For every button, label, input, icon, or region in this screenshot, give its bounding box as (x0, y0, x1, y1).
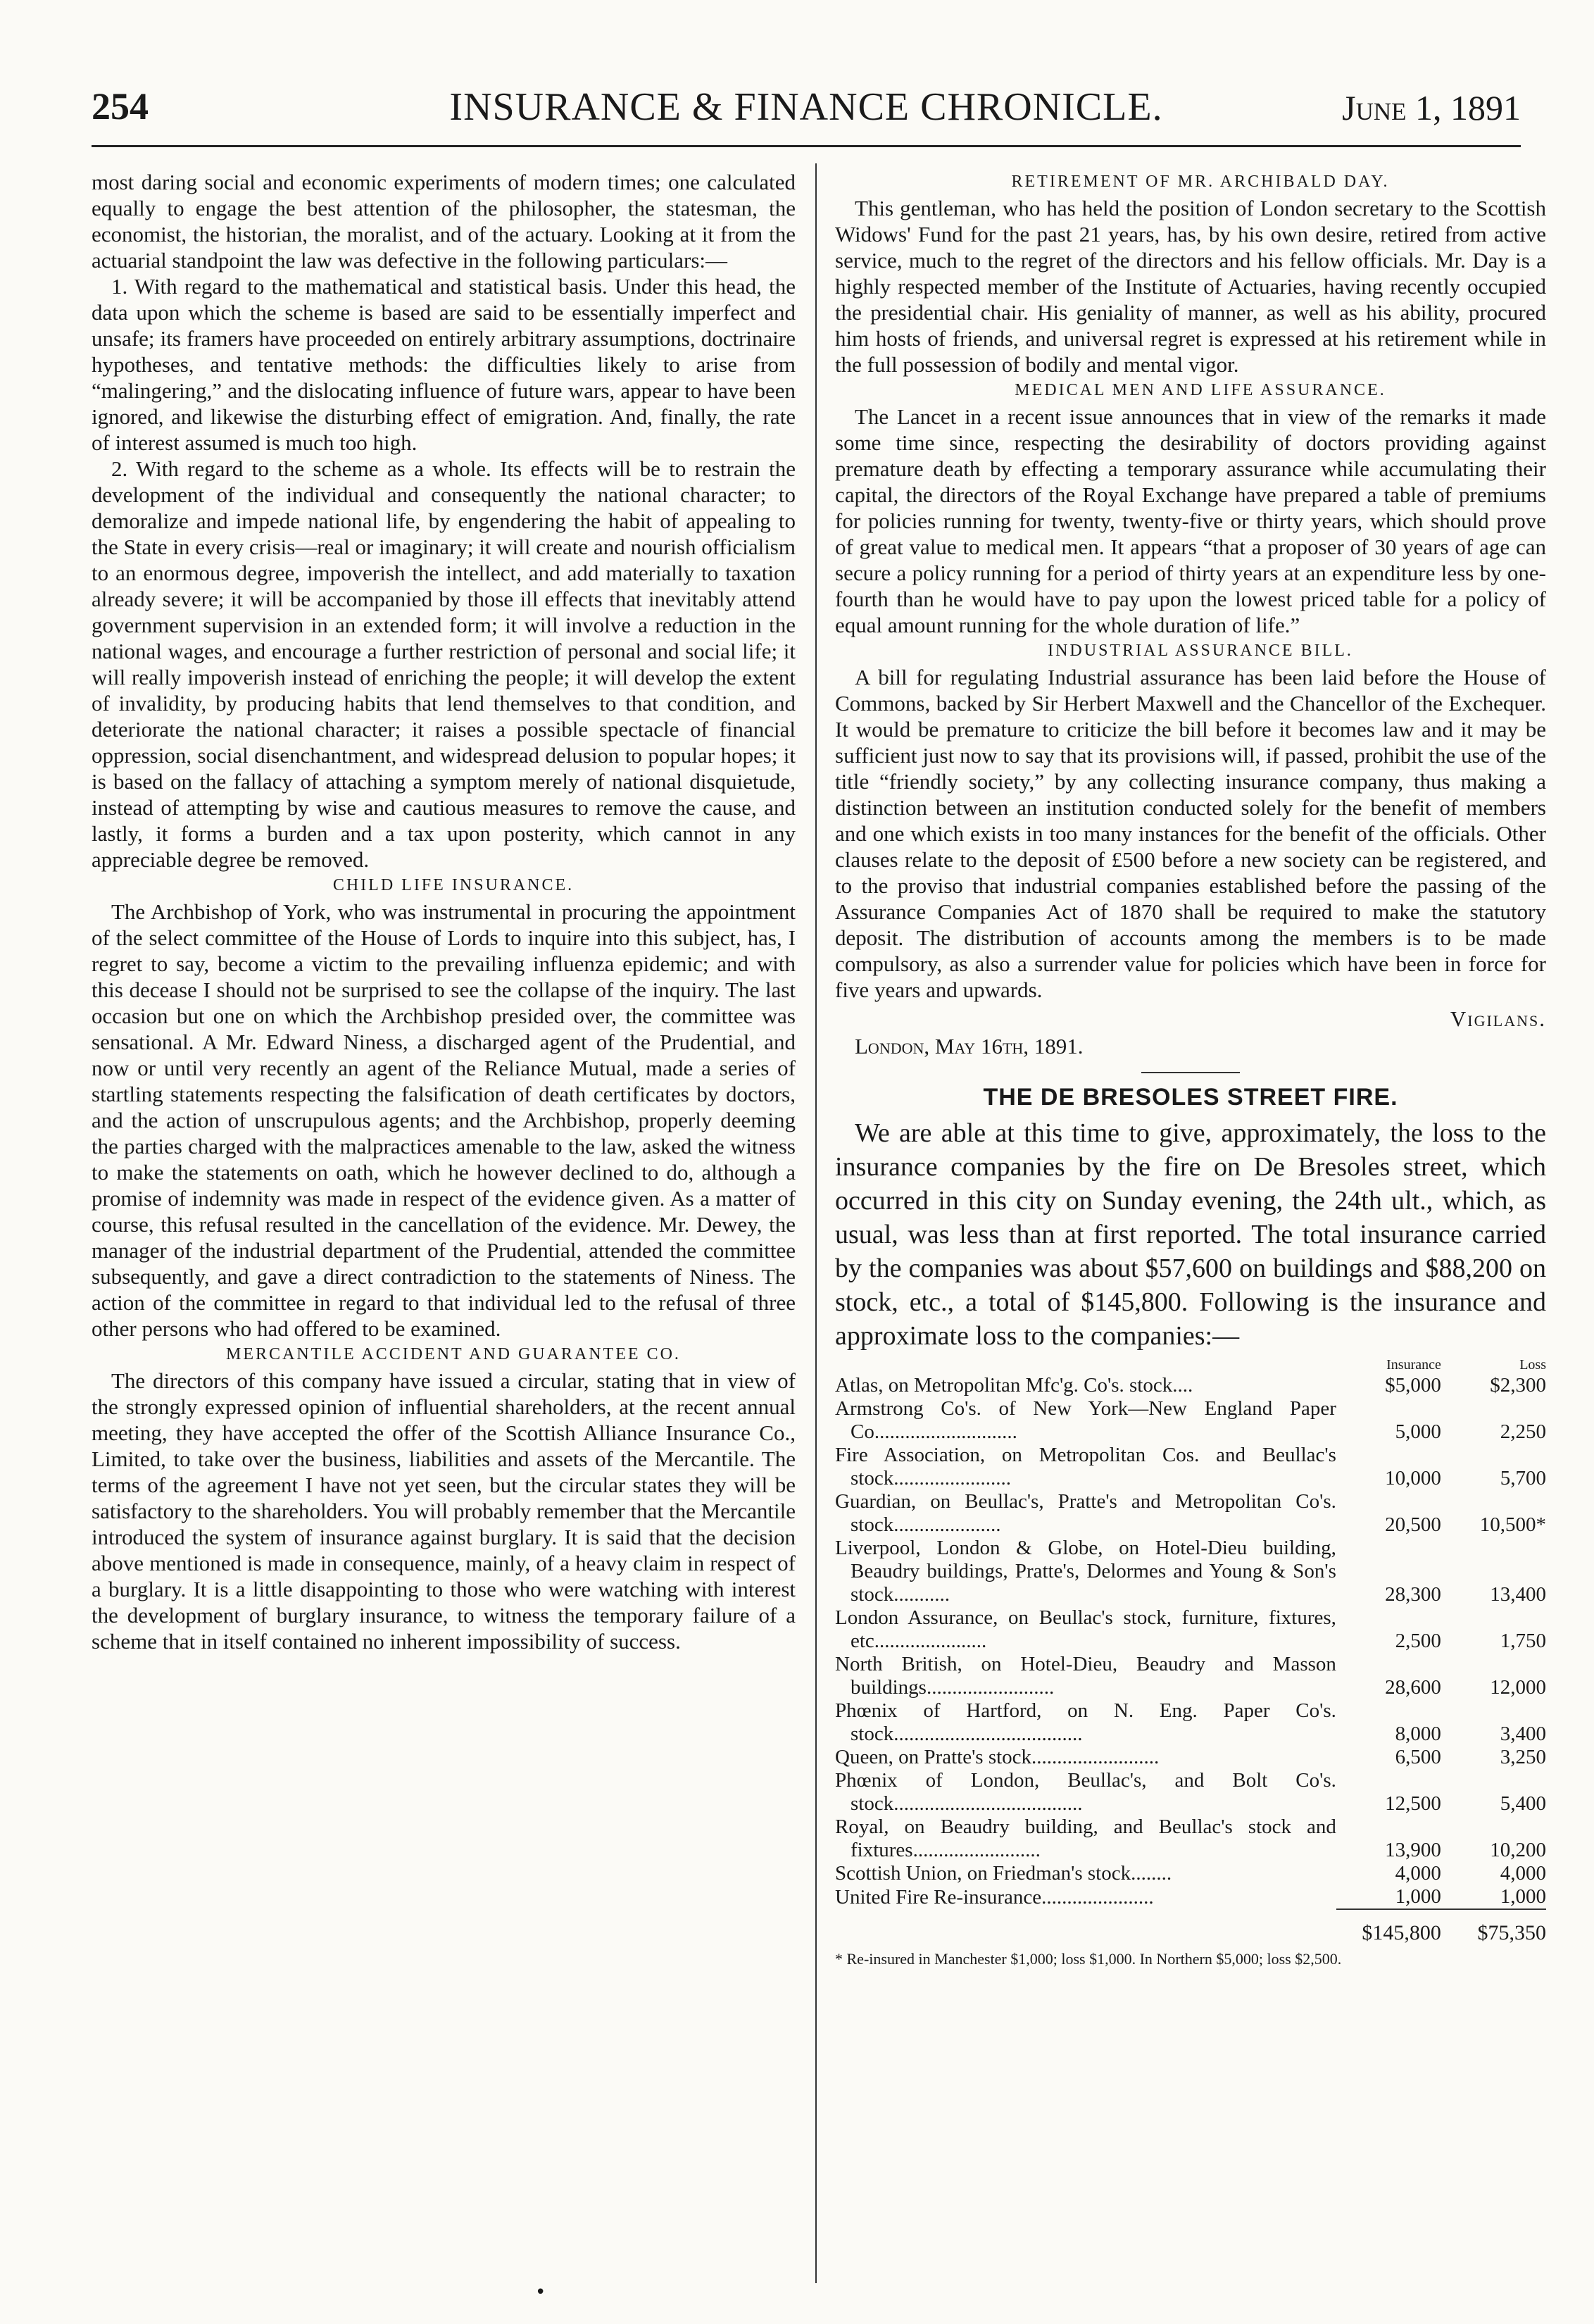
page-mark: • (535, 2282, 546, 2303)
loss-cell: 10,200 (1490, 1839, 1546, 1861)
section-heading-retirement: RETIREMENT OF MR. ARCHIBALD DAY. (1011, 173, 1390, 191)
table-row (835, 1699, 1546, 1746)
table-row (835, 1653, 1546, 1699)
section-heading-industrial: INDUSTRIAL ASSURANCE BILL. (1048, 642, 1353, 660)
company-cell: North British, on Hotel-Dieu, Beaudry and Masson buildings......................... (835, 1653, 1336, 1699)
insurance-cell: 12,500 (1385, 1792, 1441, 1815)
loss-cell: 4,000 (1500, 1862, 1546, 1885)
company-cell: London Assurance, on Beullac's stock, furniture, fixtures, etc...................... (835, 1606, 1336, 1652)
column-divider (815, 163, 817, 2283)
table-row (835, 1746, 1546, 1769)
paragraph-scheme-as-whole: 2. With regard to the scheme as a whole. Its effects will be to restrain the development of the individual and consequently the national character; to demoralize and impede national life, by engendering the habit of appealing to the State in every crisis—real or imaginary; it will create and nourish officialism to an enormous degree, impoverish the intellect, and add materially to taxation already severe; it will be accompanied by those ill effects that inevitably attend government supervision in an extended form; it will involve a reduction in the national wages, and encourage a further restriction of personal and social life; it will really impoverish instead of enriching the people; it will develop the extent of invalidity, by producing habits that lend themselves to that condition, and deteriorate the national character; it raises a possible spectacle of financial oppression, social disenchantment, and widespread delusion to popular hopes; it is based on the fallacy of attaching a symptom merely of national disquietude, instead of attempting by wise and cautious measures to remove the cause, and lastly, it forms a burden and a tax upon posterity, which cannot in any appreciable degree be removed. (92, 456, 796, 872)
table-total-row (835, 1909, 1546, 1944)
insurance-cell: 10,000 (1385, 1467, 1441, 1489)
insurance-cell: 6,500 (1395, 1746, 1441, 1768)
paragraph-mathematical-basis: 1. With regard to the mathematical and statistical basis. Under this head, the data upon which the scheme is based are said to be essentially imperfect and unsafe; its framers have proceeded on entirely arbitrary assumptions, doctrinaire hypotheses, and tentative methods: the difficulties likely to arise from “malingering,” and the dislocating influence of future wars, appear to have been ignored, and likewise the disturbing effect of emigration. And, finally, the rate of interest assumed is much too high. (92, 274, 796, 455)
insurance-cell: 5,000 (1395, 1420, 1441, 1443)
loss-cell: 5,700 (1500, 1467, 1546, 1489)
loss-cell: 10,500* (1479, 1513, 1546, 1536)
letter-signature: Vigilans. (1450, 1006, 1546, 1031)
table-row (835, 1885, 1546, 1909)
loss-cell: 3,250 (1500, 1746, 1546, 1768)
table-row (835, 1374, 1546, 1397)
right-column (835, 169, 1546, 1968)
section-heading-mercantile: MERCANTILE ACCIDENT AND GUARANTEE CO. (226, 1345, 681, 1363)
loss-cell: 1,750 (1500, 1630, 1546, 1652)
company-cell: Phœnix of London, Beullac's, and Bolt Co's. stock..................................... (835, 1769, 1336, 1815)
insurance-cell: $5,000 (1385, 1374, 1441, 1397)
insurance-cell: 13,900 (1385, 1839, 1441, 1861)
company-cell: Liverpool, London & Globe, on Hotel-Dieu building, Beaudry buildings, Pratte's, Delormes and Young & Son's stock........... (835, 1537, 1336, 1606)
table-row (835, 1444, 1546, 1490)
paragraph-medical: The Lancet in a recent issue announces that in view of the remarks it made some time since, respecting the desirability of doctors providing against premature death by effecting a temporary assurance while accumulating their capital, the directors of the Royal Exchange have prepared a table of premiums for policies running for twenty, twenty-five or thirty years, which should prove of great value to medical men. It appears “that a proposer of 30 years of age can secure a policy running for a period of thirty years at an expenditure less by one-fourth than he would have to pay upon the lowest priced table for a policy of equal amount running for the whole duration of life.” (835, 404, 1546, 637)
table-row (835, 1769, 1546, 1816)
letter-dateline: London, May 16th, 1891. (855, 1034, 1084, 1058)
total-loss-cell: $75,350 (1455, 1909, 1546, 1944)
insurance-cell: 4,000 (1395, 1862, 1441, 1885)
company-cell: United Fire Re-insurance...................... (835, 1886, 1154, 1908)
loss-cell: 13,400 (1490, 1583, 1546, 1606)
section-heading-child-life: CHILD LIFE INSURANCE. (332, 876, 575, 894)
table-footnote: * Re-insured in Manchester $1,000; loss $1,000. In Northern $5,000; loss $2,500. (835, 1950, 1342, 1968)
table-row (835, 1537, 1546, 1606)
insurance-cell: 2,500 (1395, 1630, 1441, 1652)
total-insurance-cell: $145,800 (1336, 1909, 1455, 1944)
company-cell: Scottish Union, on Friedman's stock........ (835, 1862, 1172, 1885)
total-label-cell (835, 1909, 1336, 1944)
loss-cell: $2,300 (1490, 1374, 1546, 1397)
issue-date: June 1, 1891 (1342, 88, 1521, 127)
loss-cell: 1,000 (1500, 1885, 1546, 1908)
table-row (835, 1606, 1546, 1653)
page-header (92, 85, 1521, 141)
company-cell: Fire Association, on Metropolitan Cos. and Beullac's stock....................... (835, 1444, 1336, 1489)
paragraph-retirement: This gentleman, who has held the position of London secretary to the Scottish Widows' Fund for the past 21 years, has, by his own desire, retired from active service, much to the regret of the directors and his fellow officials. Mr. Day is a highly respected member of the Institute of Actuaries, having recently occupied the presidential chair. His geniality of manner, as well as his ability, procured him hosts of friends, and universal regret is expressed at his retirement while in the full possession of bodily and mental vigor. (835, 196, 1546, 377)
insurance-cell: 8,000 (1395, 1723, 1441, 1745)
loss-cell: 3,400 (1500, 1723, 1546, 1745)
publication-title: INSURANCE & FINANCE CHRONICLE. (449, 85, 1163, 129)
loss-cell: 12,000 (1490, 1676, 1546, 1699)
column-header-insurance: Insurance (1386, 1357, 1441, 1373)
left-column (92, 169, 796, 1654)
company-cell: Armstrong Co's. of New York—New England Paper Co............................ (835, 1397, 1336, 1443)
header-rule (92, 145, 1521, 147)
company-cell: Atlas, on Metropolitan Mfc'g. Co's. stock.... (835, 1374, 1193, 1397)
continued-paragraph: most daring social and economic experiments of modern times; one calculated equally to engage the best attention of the philosopher, the statesman, the economist, the historian, the moralist, and of the actuary. Looking at it from the actuarial standpoint the law was defective in the following particulars:— (92, 170, 796, 273)
paragraph-industrial: A bill for regulating Industrial assurance has been laid before the House of Commons, backed by Sir Herbert Maxwell and the Chancellor of the Exchequer. It would be premature to criticize the bill before it becomes law and it may be sufficient just now to say that its provisions will, if passed, prohibit the use of the title “friendly society,” by any collecting insurance company, thus making a distinction between an institution conducted solely for the benefit of members and one which exists in too many instances for the benefit of the officials. Other clauses relate to the deposit of £500 before a new society can be registered, and to the proviso that industrial companies established before the passing of the Assurance Companies Act of 1870 shall be required to make the statutory deposit. The distribution of accounts among the members is to be made compulsory, as also a surrender value for policies which have been in force for five years and upwards. (835, 665, 1546, 1002)
paragraph-archbishop: The Archbishop of York, who was instrumental in procuring the appointment of the select committee of the House of Lords to inquire into this subject, has, I regret to say, become a victim to the prevailing influenza epidemic; and with this decease I should not be surprised to see the collapse of the inquiry. The last occasion but one on which the Archbishop presided over, the committee was sensational. A Mr. Edward Niness, a discharged agent of the Prudential, and now or until very recently an agent of the Reliance Mutual, made a series of startling statements respecting the falsification of death certificates by doctors, and the action of unscrupulous agents; and the Archbishop, properly deeming the parties charged with the malpractices amenable to the law, asked the witness to make the statements on oath, which he however declined to do, although a promise of indemnity was made in respect of the evidence given. As a matter of course, this refusal resulted in the cancellation of the evidence. Mr. Dewey, the manager of the industrial department of the Prudential, attended the committee subsequently, and gave a direct contradiction to the statements of Niness. The action of the committee in regard to that individual led to the refusal of three other persons who had offered to be examined. (92, 899, 796, 1341)
page-number: 254 (92, 85, 149, 127)
article-heading-fire: THE DE BRESOLES STREET FIRE. (983, 1084, 1398, 1111)
company-cell: Guardian, on Beullac's, Pratte's and Metropolitan Co's. stock..................... (835, 1490, 1336, 1536)
loss-cell: 5,400 (1500, 1792, 1546, 1815)
paragraph-mercantile: The directors of this company have issued a circular, stating that in view of the strongly expressed opinion of influential shareholders, at the recent annual meeting, they have accepted the offer of the Scottish Alliance Insurance Co., Limited, to take over the business, liabilities and assets of the Mercantile. The terms of the agreement I have not yet seen, but the circular states they will be satisfactory to the shareholders. You will probably remember that the Mercantile introduced the system of insurance against burglary. It is said that the decision above mentioned is made in consequence, mainly, of a heavy claim in respect of a burglary. It is a little disappointing to those who were watching with interest the development of burglary insurance, to witness the temporary failure of a scheme that in itself contained no inherent impossibility of success. (92, 1368, 796, 1654)
insurance-cell: 28,600 (1385, 1676, 1441, 1699)
section-heading-medical: MEDICAL MEN AND LIFE ASSURANCE. (1015, 381, 1386, 399)
table-row (835, 1490, 1546, 1537)
company-cell: Queen, on Pratte's stock......................... (835, 1746, 1160, 1768)
fire-losses-table (835, 1357, 1546, 1944)
table-row (835, 1397, 1546, 1444)
insurance-cell: 1,000 (1395, 1885, 1441, 1908)
insurance-cell: 20,500 (1385, 1513, 1441, 1536)
table-row (835, 1816, 1546, 1862)
table-header-row (835, 1357, 1546, 1374)
article-lead-fire: We are able at this time to give, approximately, the loss to the insurance companies by the fire on De Bresoles street, which occurred in this city on Sunday evening, the 24th ult., which, as usual, was less than at first reported. The total insurance carried by the companies was about $57,600 on buildings and $88,200 on stock, etc., a total of $145,800. Following is the insurance and approximate loss to the companies:— (835, 1118, 1546, 1351)
table-row (835, 1862, 1546, 1885)
article-separator (1141, 1072, 1240, 1073)
company-cell: Phœnix of Hartford, on N. Eng. Paper Co's. stock..................................... (835, 1699, 1336, 1745)
insurance-cell: 28,300 (1385, 1583, 1441, 1606)
column-header-loss: Loss (1519, 1357, 1546, 1373)
loss-cell: 2,250 (1500, 1420, 1546, 1443)
company-cell: Royal, on Beaudry building, and Beullac's stock and fixtures......................... (835, 1816, 1336, 1861)
